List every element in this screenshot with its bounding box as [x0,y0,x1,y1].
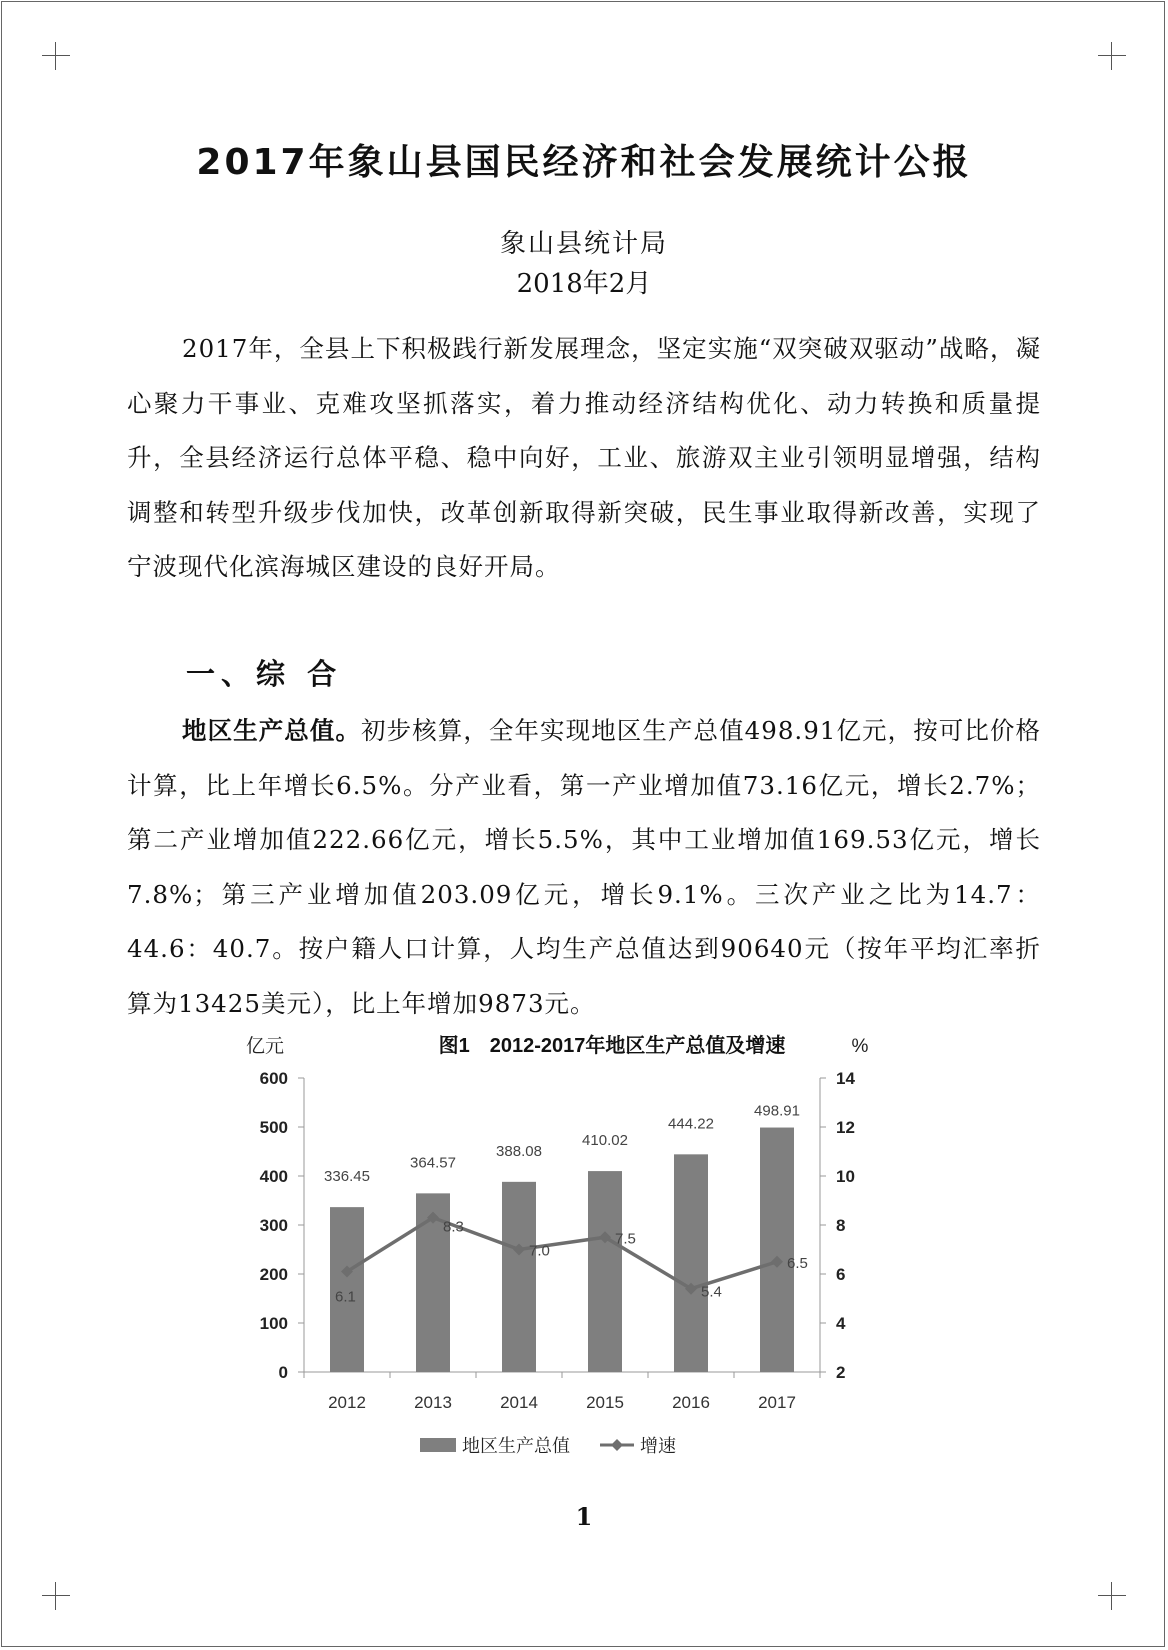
right-axis-tick-label: 12 [836,1118,855,1137]
gdp-bar-label: 336.45 [324,1168,370,1186]
legend-bar-swatch [420,1438,456,1452]
chart-title: 图1 2012-2017年地区生产总值及增速 [438,1035,786,1057]
gdp-bar [760,1128,794,1372]
growth-point-label: 7.5 [615,1230,636,1248]
gdp-paragraph-lead: 地区生产总值。 [182,716,362,745]
right-axis-tick-label: 14 [836,1069,855,1088]
page-number: 1 [575,1502,593,1531]
growth-point-label: 5.4 [701,1283,722,1301]
right-axis-tick-label: 4 [836,1314,846,1333]
gdp-chart [220,1028,940,1508]
right-axis-tick-label: 6 [836,1265,846,1284]
section-heading: 一、综 合 [186,657,343,691]
intro-paragraph: 2017年，全县上下积极践行新发展理念，坚定实施“双突破双驱动”战略，凝心聚力干事业、克难攻坚抓落实，着力推动经济结构优化、动力转换和质量提升，全县经济运行总体平稳、稳中向好，工业、旅游双主业引领明显增强，结构调整和转型升级步伐加快，改革创新取得新突破，民生事业取得新改善，实现了宁波现代化滨海城区建设的良好开局。 [127,334,1041,582]
gdp-bar [674,1154,708,1372]
x-axis-category-label: 2015 [586,1393,624,1412]
x-axis-category-label: 2016 [672,1393,710,1412]
legend-bar-label: 地区生产总值 [462,1436,570,1456]
growth-point-label: 6.5 [787,1254,808,1272]
growth-point-label: 8.3 [443,1218,464,1236]
crop-mark-top-left [42,42,70,70]
legend-line-label: 增速 [640,1436,676,1456]
x-axis-category-label: 2013 [414,1393,452,1412]
gdp-bar-label: 444.22 [668,1115,714,1133]
left-axis-tick-label: 400 [259,1167,288,1186]
crop-mark-bottom-left [42,1582,70,1610]
gdp-paragraph [127,704,1041,1032]
crop-mark-top-right [1098,42,1126,70]
left-axis-tick-label: 200 [259,1265,288,1284]
right-axis-unit: % [851,1036,869,1057]
x-axis-category-label: 2014 [500,1393,538,1412]
gdp-bar-label: 498.91 [754,1102,800,1120]
right-axis-tick-label: 10 [836,1167,855,1186]
document-date: 2018年2月 [516,269,652,299]
crop-mark-bottom-right [1098,1582,1126,1610]
document-author: 象山县统计局 [499,229,668,259]
growth-point-label: 6.1 [335,1288,356,1306]
gdp-bar-label: 388.08 [496,1142,542,1160]
gdp-bar-label: 410.02 [582,1132,628,1150]
legend-line-marker [611,1439,623,1451]
x-axis-category-label: 2017 [758,1393,796,1412]
gdp-bar-label: 364.57 [410,1154,456,1172]
document-title: 2017年象山县国民经济和社会发展统计公报 [196,142,972,183]
gdp-chart-svg [220,1028,940,1508]
left-axis-tick-label: 600 [259,1069,288,1088]
growth-line [347,1218,777,1289]
left-axis-tick-label: 300 [259,1216,288,1235]
right-axis-tick-label: 8 [836,1216,846,1235]
x-axis-category-label: 2012 [328,1393,366,1412]
left-axis-unit: 亿元 [246,1036,285,1057]
gdp-bar [502,1182,536,1372]
left-axis-tick-label: 100 [259,1314,288,1333]
right-axis-tick-label: 2 [836,1363,846,1382]
gdp-paragraph-body: 初步核算，全年实现地区生产总值498.91亿元，按可比价格计算，比上年增长6.5%。分产业看，第一产业增加值73.16亿元，增长2.7%；第二产业增加值222.66亿元，增长5.5%，其中工业增加值169.53亿元，增长7.8%；第三产业增加值203.09亿元，增长9.1%。三次产业之比为14.7：44.6：40.7。按户籍人口计算，人均生产总值达到90640元（按年平均汇率折算为13425美元），比上年增加9873元。 [127,716,1041,1018]
left-axis-tick-label: 500 [259,1118,288,1137]
left-axis-tick-label: 0 [278,1363,288,1382]
growth-point-label: 7.0 [529,1242,550,1260]
gdp-bar [588,1171,622,1372]
